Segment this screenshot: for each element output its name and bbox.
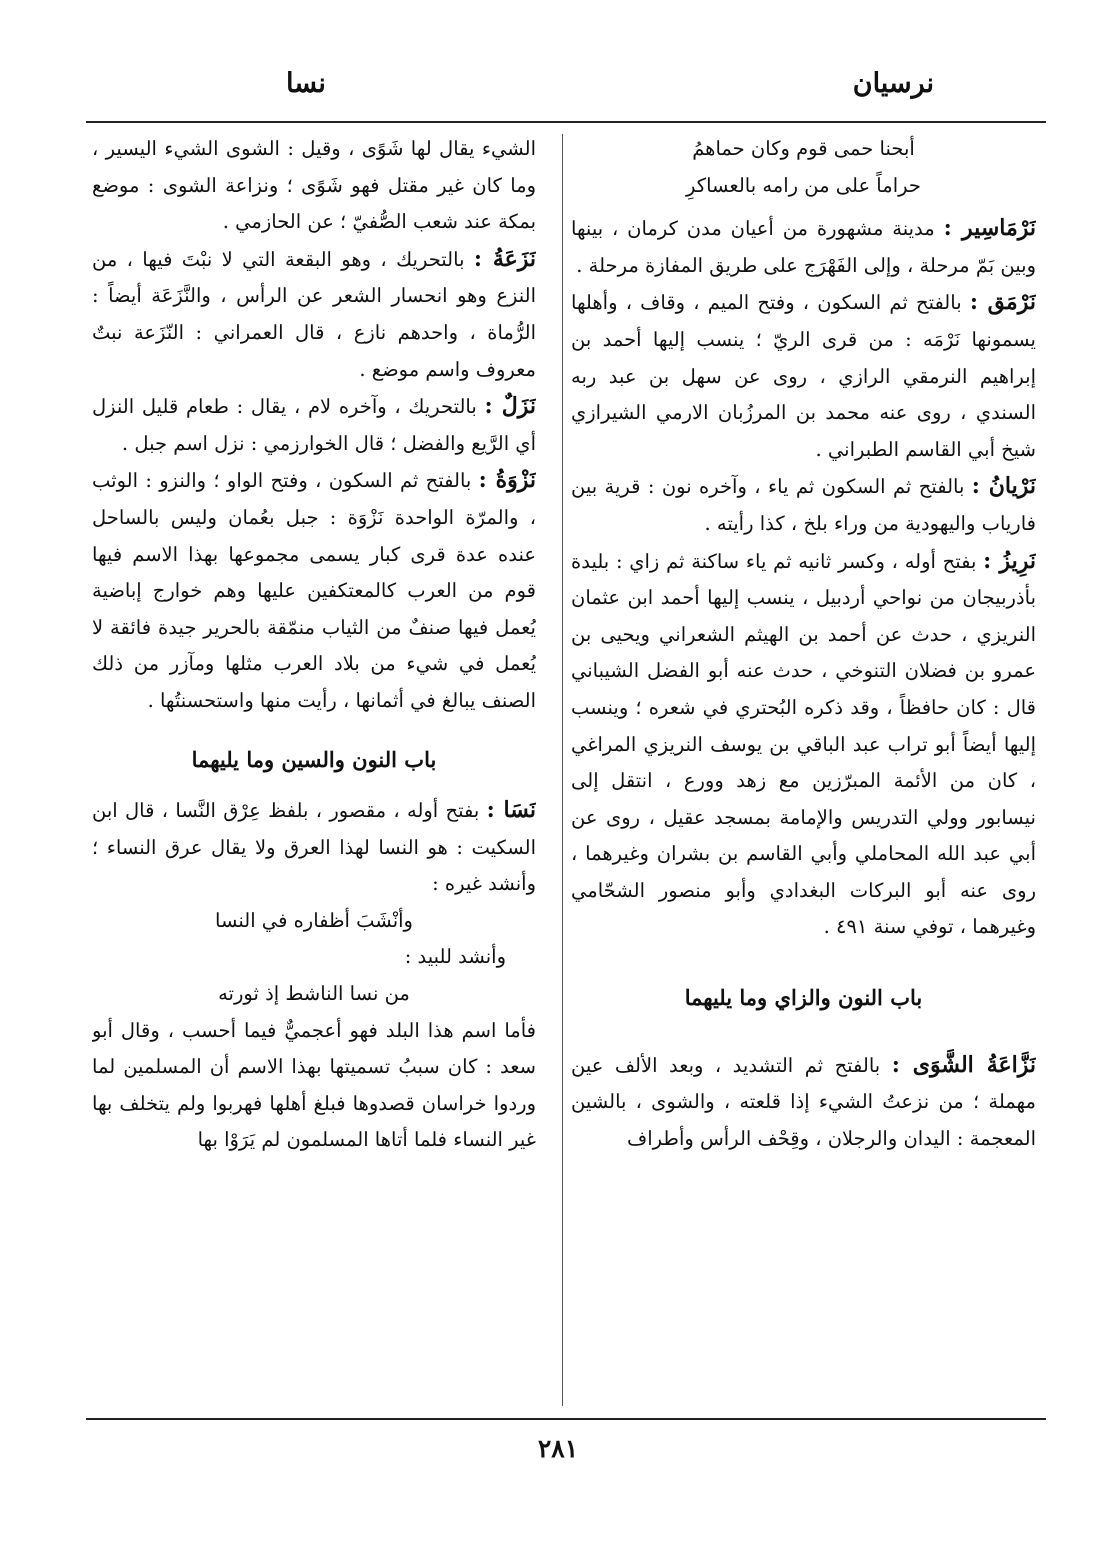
section-title: باب النون والزاي وما يليهما [684, 985, 923, 1011]
entry-nazzaat-alshawa [571, 1047, 1036, 1158]
headword: نَرْمَاسِير : [943, 215, 1036, 242]
entry-text: بالفتح ثم السكون ثم ياء ، وآخره نون : قرية بين فارياب واليهودية من وراء بلخ ، كذا رأيته . [571, 475, 1036, 535]
running-head-left: نسا [286, 68, 326, 99]
section-title: باب النون والسين وما يليهما [191, 746, 437, 772]
left-column [92, 131, 536, 1413]
footer-rule [86, 1418, 1046, 1420]
verse-line: وأنْشَبَ أظفاره في النسا [215, 908, 413, 932]
entry-nazal [92, 388, 536, 462]
entry-naryan [571, 468, 1036, 542]
entry-narmaq [571, 284, 1036, 468]
verse-line: أبحنا حمى قوم وكان حماهمُ [692, 137, 915, 160]
column-divider [562, 134, 563, 1406]
headword: نَرْيانُ : [971, 473, 1036, 500]
headword: نَرِيزُ : [983, 547, 1036, 574]
entry-nazaa [92, 241, 536, 388]
headword: نَزَّاعَةُ الشَّوَى : [891, 1051, 1036, 1078]
headword: نَسَا : [486, 797, 536, 824]
entry-text: مدينة مشهورة من أعيان مدن كرمان ، بينها وبين بَمّ مرحلة ، وإلى الفَهْرَج على طريق المفازة مرحلة . [571, 217, 1036, 277]
entry-narmasir [571, 210, 1036, 284]
entry-nasa [92, 792, 536, 903]
entry-text: بالفتح ثم السكون ، وفتح الميم ، وقاف ، وأهلها يسمونها نَرْمَه : من قرى الريّ ؛ ينسب إليها أحمد بن إبراهيم النرمقي الرازي ، روى عن سهل بن عبد ربه السندي ، روى عنه محمد بن المرزُبان الارمي الشيرازي شيخ أبي القاسم الطبراني . [571, 291, 1036, 461]
entry-text: بفتح أوله ، مقصور ، بلفظ عِرْق النَّسا ، قال ابن السكيت : هو النسا لهذا العرق ولا يقال عرق النساء ؛ وأنشد غيره : [92, 799, 536, 896]
entry-text: بالتحريك ، وهو البقعة التي لا نبْتَ فيها ، من النزع وهو انحسار الشعر عن الرأس ، والنَّزَعَة أيضاً : الرُّماة ، واحدهم نازع ، قال العمراني : النّزَعة نبتٌ معروف واسم موضع . [92, 247, 536, 381]
continued-text: فأما اسم هذا البلد فهو أعجميٌّ فيما أحسب ، وقال أبو سعد : كان سببُ تسميتها بهذا الاسم أن المسلمين لما وردوا خراسان قصدوها فبلغ أهلها فهربوا ولم يتخلف بها غير النساء فلما أتاها المسلمون لم يَرَوْا بها [92, 1018, 536, 1152]
headword: نَزْوَةُ : [478, 467, 536, 494]
entry-text: بالفتح ثم التشديد ، وبعد الألف عين مهملة ؛ من نزعتُ الشيء إذا قلعته ، والشوى ، بالشين المعجمة : اليدان والرجلان ، وقِحْف الرأس وأطراف [571, 1053, 1036, 1150]
quote-intro: وأنشد للبيد : [404, 945, 506, 969]
verse-line: من نسا الناشط إذ ثورته [218, 982, 410, 1006]
headword: نَزَعَةُ : [473, 245, 536, 272]
entry-text: بفتح أوله ، وكسر ثانيه ثم ياء ساكنة ثم زاي : بليدة بأذربيجان من نواحي أردبيل ، ينسب إليها أحمد ابن عثمان النريزي ، حدث عن أحمد بن الهيثم الشعراني ويحيى بن عمرو بن فضلان التنوخي ، حدث عنه أبو الفضل الشيباني قال : كان حافظاً ، وقد ذكره البُحتري في شعره ؛ وينسب إليها أيضاً أبو تراب عبد الباقي بن يوسف النريزي المراغي ، كان من الأئمة المبرّزين مع زهد وورع ، انتقل إلى نيسابور وولي التدريس والإمامة بمسجد عقيل ، روى عن أبي عبد الله المحاملي وأبي القاسم بن بشران وغيرهما ، روى عنه أبو البركات البغدادي وأبو منصور الشحّامي وغيرهما ، توفي سنة ٤٩١ . [571, 549, 1036, 939]
entry-text: بالتحريك ، وآخره لام ، يقال : طعام قليل النزل أي الرَّيع والفضل ؛ قال الخوارزمي : نزل اسم جبل . [92, 395, 536, 455]
continued-text: الشيء يقال لها شَوًى ، وقيل : الشوى الشيء اليسير ، وما كان غير مقتل فهو شَوًى ؛ ونزاعة الشوى : موضع بمكة عند شعب الصُّفيّ ؛ عن الحازمي . [92, 137, 536, 234]
headword: نَزَلٌ : [484, 393, 536, 420]
entry-nazwa [92, 462, 536, 719]
entry-text: بالفتح ثم السكون ، وفتح الواو ؛ والنزو : الوثب ، والمرّة الواحدة نَزْوَة : جبل بعُمان وليس بالساحل عنده عدة قرى كبار يسمى مجموعها بهذا الاسم فيها قوم من العرب كالمعتكفين عليها وهم خوارج إباضية يُعمل فيها صنفٌ من الثياب منمّقة بالحرير جيدة فائقة لا يُعمل في شيء من بلاد العرب مثلها ومآزر من ذلك الصنف يبالغ في أثمانها ، رأيت منها واستحسنتُها . [92, 469, 536, 712]
verse-line: حراماً على من رامه بالعساكرِ [686, 173, 921, 197]
headword: نَرْمَق : [969, 289, 1036, 316]
running-head-right: نرسيان [852, 68, 934, 99]
page-number: ٢٨١ [537, 1434, 579, 1463]
right-column [571, 131, 1036, 1413]
entry-nariz [571, 543, 1036, 947]
header-rule [86, 121, 1046, 123]
